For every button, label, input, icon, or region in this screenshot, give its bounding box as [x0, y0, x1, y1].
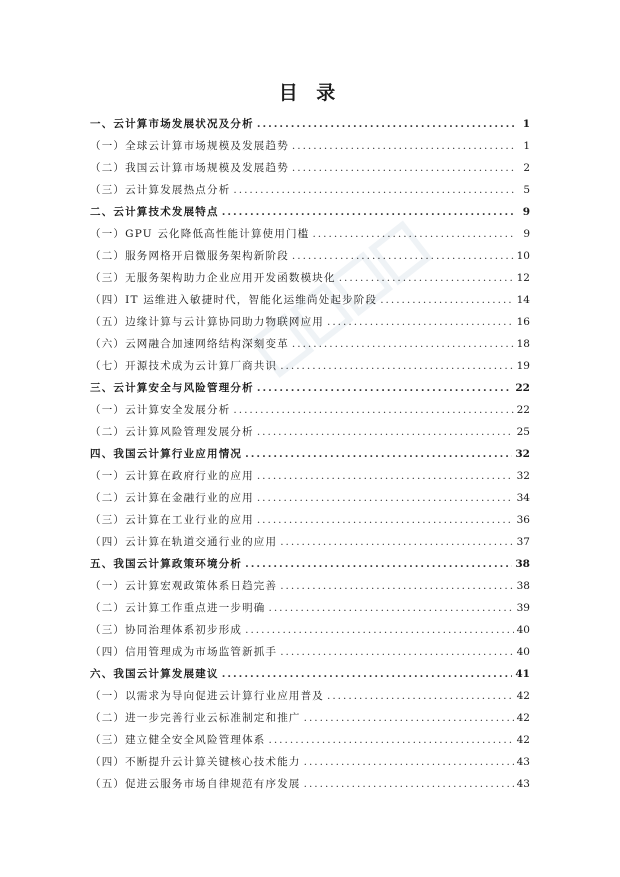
toc-page-number: 14: [516, 294, 530, 306]
toc-entry-label: 六、我国云计算发展建议: [90, 668, 219, 680]
toc-page-number: 34: [516, 492, 530, 504]
toc-entry-label: （三）建立健全安全风险管理体系: [90, 734, 266, 746]
toc-leader-dots: [257, 421, 514, 443]
toc-page-number: 5: [523, 184, 530, 196]
toc-entry-label: 四、我国云计算行业应用情况: [90, 448, 243, 460]
toc-leader-dots: [312, 223, 515, 245]
toc-leader-dots: [245, 619, 514, 641]
toc-subsection-entry[interactable]: [90, 685, 530, 707]
toc-subsection-entry[interactable]: [90, 729, 530, 751]
toc-leader-dots: [304, 773, 514, 795]
toc-leader-dots: [233, 179, 515, 201]
toc-subsection-entry[interactable]: [90, 179, 530, 201]
page-title: 目 录: [278, 82, 342, 104]
toc-page-number: 9: [523, 228, 530, 240]
toc-subsection-entry[interactable]: [90, 157, 530, 179]
toc-entry-label: （一）云计算在政府行业的应用: [90, 470, 254, 482]
toc-leader-dots: [280, 531, 513, 553]
toc-leader-dots: [257, 509, 514, 531]
toc-subsection-entry[interactable]: [90, 267, 530, 289]
toc-subsection-entry[interactable]: [90, 619, 530, 641]
toc-entry-label: （一）云计算安全发展分析: [90, 404, 231, 416]
toc-page-number: 9: [522, 206, 530, 218]
toc-entry-label: （一）以需求为导向促进云计算行业应用普及: [90, 690, 324, 702]
toc-page-number: 1: [523, 140, 530, 152]
toc-entry-label: （三）协同治理体系初步形成: [90, 624, 243, 636]
toc-subsection-entry[interactable]: [90, 487, 530, 509]
toc-entry-label: （一）GPU 云化降低高性能计算使用门槛: [90, 228, 310, 240]
toc-page-number: 32: [516, 470, 530, 482]
toc-page-number: 42: [516, 734, 530, 746]
toc-leader-dots: [222, 663, 513, 685]
toc-page-number: 41: [515, 668, 530, 680]
toc-entry-label: （三）云计算发展热点分析: [90, 184, 231, 196]
toc-leader-dots: [292, 157, 515, 179]
toc-entry-label: （七）开源技术成为云计算厂商共识: [90, 360, 278, 372]
toc-page-number: 38: [516, 580, 530, 592]
toc-subsection-entry[interactable]: [90, 245, 530, 267]
toc-entry-label: 五、我国云计算政策环境分析: [90, 558, 243, 570]
toc-page-number: 42: [516, 690, 530, 702]
toc-leader-dots: [292, 333, 514, 355]
toc-leader-dots: [222, 201, 515, 223]
toc-entry-label: （二）进一步完善行业云标准制定和推广: [90, 712, 301, 724]
toc-subsection-entry[interactable]: [90, 135, 530, 157]
toc-entry-label: 二、云计算技术发展特点: [90, 206, 219, 218]
toc-section-entry[interactable]: [90, 663, 530, 685]
toc-entry-label: （五）边缘计算与云计算协同助力物联网应用: [90, 316, 324, 328]
toc-page-number: 40: [516, 624, 530, 636]
toc-subsection-entry[interactable]: [90, 355, 530, 377]
toc-leader-dots: [280, 355, 513, 377]
toc-entry-label: （五）促进云服务市场自律规范有序发展: [90, 778, 301, 790]
toc-page-number: 19: [516, 360, 530, 372]
toc-subsection-entry[interactable]: [90, 531, 530, 553]
toc-section-entry[interactable]: [90, 113, 530, 135]
toc-section-entry[interactable]: [90, 201, 530, 223]
toc-subsection-entry[interactable]: [90, 597, 530, 619]
toc-section-entry[interactable]: [90, 553, 530, 575]
toc-leader-dots: [269, 597, 514, 619]
toc-page-number: 25: [516, 426, 530, 438]
table-of-contents: [90, 113, 530, 795]
toc-leader-dots: [257, 487, 514, 509]
toc-page-number: 16: [516, 316, 530, 328]
toc-leader-dots: [327, 685, 514, 707]
toc-subsection-entry[interactable]: [90, 707, 530, 729]
toc-subsection-entry[interactable]: [90, 509, 530, 531]
toc-page-number: 18: [516, 338, 530, 350]
toc-entry-label: （四）不断提升云计算关键核心技术能力: [90, 756, 301, 768]
toc-leader-dots: [257, 465, 514, 487]
toc-entry-label: （一）云计算宏观政策体系日趋完善: [90, 580, 278, 592]
toc-subsection-entry[interactable]: [90, 311, 530, 333]
toc-entry-label: （三）云计算在工业行业的应用: [90, 514, 254, 526]
toc-entry-label: （六）云网融合加速网络结构深刻变革: [90, 338, 289, 350]
toc-page-number: 39: [516, 602, 530, 614]
toc-leader-dots: [245, 443, 512, 465]
toc-page-number: 10: [516, 250, 530, 262]
toc-leader-dots: [280, 641, 513, 663]
toc-entry-label: （二）服务网格开启微服务架构新阶段: [90, 250, 289, 262]
toc-entry-label: （二）云计算风险管理发展分析: [90, 426, 254, 438]
toc-page-number: 2: [523, 162, 530, 174]
toc-entry-label: 一、云计算市场发展状况及分析: [90, 118, 254, 130]
toc-leader-dots: [280, 575, 513, 597]
toc-subsection-entry[interactable]: [90, 575, 530, 597]
toc-entry-label: （三）无服务架构助力企业应用开发函数模块化: [90, 272, 336, 284]
toc-page-number: 1: [522, 118, 530, 130]
toc-page-number: 32: [515, 448, 530, 460]
toc-page-number: 37: [516, 536, 530, 548]
toc-leader-dots: [304, 707, 514, 729]
toc-leader-dots: [257, 113, 515, 135]
toc-subsection-entry[interactable]: [90, 751, 530, 773]
toc-page-number: 40: [516, 646, 530, 658]
toc-leader-dots: [257, 377, 513, 399]
toc-leader-dots: [327, 311, 514, 333]
toc-entry-label: （四）IT 运维进入敏捷时代，智能化运维尚处起步阶段: [90, 294, 378, 306]
toc-page-number: 43: [516, 756, 530, 768]
toc-leader-dots: [304, 751, 514, 773]
toc-subsection-entry[interactable]: [90, 289, 530, 311]
toc-section-entry[interactable]: [90, 377, 530, 399]
toc-page-number: 42: [516, 712, 530, 724]
toc-subsection-entry[interactable]: [90, 421, 530, 443]
toc-leader-dots: [380, 289, 513, 311]
toc-page-number: 43: [516, 778, 530, 790]
toc-leader-dots: [269, 729, 514, 751]
toc-subsection-entry[interactable]: [90, 641, 530, 663]
toc-entry-label: （二）云计算在金融行业的应用: [90, 492, 254, 504]
toc-page-number: 38: [515, 558, 530, 570]
toc-leader-dots: [339, 267, 514, 289]
toc-subsection-entry[interactable]: [90, 333, 530, 355]
toc-entry-label: 三、云计算安全与风险管理分析: [90, 382, 254, 394]
toc-page-number: 36: [516, 514, 530, 526]
toc-leader-dots: [245, 553, 512, 575]
toc-leader-dots: [233, 399, 513, 421]
toc-page-number: 12: [516, 272, 530, 284]
toc-entry-label: （四）云计算在轨道交通行业的应用: [90, 536, 278, 548]
toc-subsection-entry[interactable]: [90, 399, 530, 421]
toc-entry-label: （二）云计算工作重点进一步明确: [90, 602, 266, 614]
toc-entry-label: （一）全球云计算市场规模及发展趋势: [90, 140, 289, 152]
toc-entry-label: （二）我国云计算市场规模及发展趋势: [90, 162, 289, 174]
toc-leader-dots: [292, 245, 514, 267]
toc-page-number: 22: [516, 404, 530, 416]
toc-subsection-entry[interactable]: [90, 773, 530, 795]
toc-leader-dots: [292, 135, 515, 157]
toc-section-entry[interactable]: [90, 443, 530, 465]
toc-page-number: 22: [515, 382, 530, 394]
toc-subsection-entry[interactable]: [90, 223, 530, 245]
toc-subsection-entry[interactable]: [90, 465, 530, 487]
toc-entry-label: （四）信用管理成为市场监管新抓手: [90, 646, 278, 658]
